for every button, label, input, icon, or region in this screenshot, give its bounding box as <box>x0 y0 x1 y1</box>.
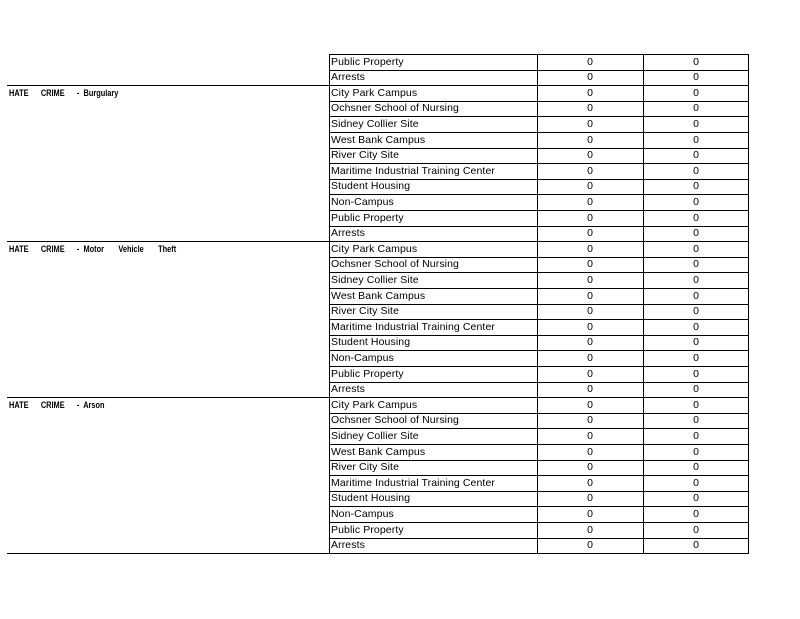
value-cell-col1: 0 <box>587 461 593 474</box>
value-cell-col2: 0 <box>693 476 699 489</box>
value-cell-col2: 0 <box>693 383 699 396</box>
value-cell-col2: 0 <box>693 149 699 162</box>
location-cell: City Park Campus <box>331 242 418 255</box>
location-cell: West Bank Campus <box>331 289 426 302</box>
location-cell: Arrests <box>331 539 365 552</box>
value-cell-col1: 0 <box>587 117 593 130</box>
location-cell: River City Site <box>331 305 400 318</box>
value-cell-col1: 0 <box>587 273 593 286</box>
value-cell-col2: 0 <box>693 117 699 130</box>
location-cell: Public Property <box>331 367 404 380</box>
value-cell-col2: 0 <box>693 164 699 177</box>
value-cell-col2: 0 <box>693 289 699 302</box>
value-cell-col2: 0 <box>693 461 699 474</box>
value-cell-col1: 0 <box>587 367 593 380</box>
value-cell-col2: 0 <box>693 273 699 286</box>
value-cell-col1: 0 <box>587 102 593 115</box>
value-cell-col2: 0 <box>693 336 699 349</box>
table-left-border <box>329 54 330 554</box>
value-cell-col2: 0 <box>693 414 699 427</box>
location-cell: Sidney Collier Site <box>331 273 419 286</box>
location-cell: Student Housing <box>331 492 411 505</box>
value-cell-col2: 0 <box>693 429 699 442</box>
location-cell: Student Housing <box>331 336 411 349</box>
value-cell-col1: 0 <box>587 211 593 224</box>
value-cell-col2: 0 <box>693 195 699 208</box>
category-label: HATE CRIME - Motor Vehicle Theft <box>9 244 177 255</box>
value-cell-col1: 0 <box>587 476 593 489</box>
value-cell-col1: 0 <box>587 414 593 427</box>
value-cell-col2: 0 <box>693 523 699 536</box>
location-cell: Ochsner School of Nursing <box>331 102 459 115</box>
value-cell-col1: 0 <box>587 258 593 271</box>
location-cell: Non-Campus <box>331 195 394 208</box>
category-label: HATE CRIME - Burgulary <box>9 88 119 99</box>
location-cell: City Park Campus <box>331 398 418 411</box>
value-cell-col1: 0 <box>587 149 593 162</box>
value-cell-col1: 0 <box>587 523 593 536</box>
value-cell-col1: 0 <box>587 71 593 84</box>
value-cell-col2: 0 <box>693 507 699 520</box>
value-cell-col2: 0 <box>693 71 699 84</box>
location-cell: River City Site <box>331 149 400 162</box>
value-cell-col1: 0 <box>587 55 593 68</box>
value-cell-col2: 0 <box>693 55 699 68</box>
value-cell-col1: 0 <box>587 86 593 99</box>
value-cell-col1: 0 <box>587 336 593 349</box>
value-cell-col1: 0 <box>587 195 593 208</box>
value-cell-col1: 0 <box>587 289 593 302</box>
value-cell-col1: 0 <box>587 539 593 552</box>
location-cell: Maritime Industrial Training Center <box>331 320 495 333</box>
location-cell: Student Housing <box>331 180 411 193</box>
value-cell-col2: 0 <box>693 367 699 380</box>
value-cell-col1: 0 <box>587 429 593 442</box>
location-cell: West Bank Campus <box>331 133 426 146</box>
value-cell-col1: 0 <box>587 305 593 318</box>
location-cell: Non-Campus <box>331 507 394 520</box>
location-cell: Maritime Industrial Training Center <box>331 476 495 489</box>
value-cell-col1: 0 <box>587 320 593 333</box>
location-cell: Public Property <box>331 211 404 224</box>
value-cell-col2: 0 <box>693 242 699 255</box>
location-cell: Arrests <box>331 71 365 84</box>
location-cell: Sidney Collier Site <box>331 117 419 130</box>
value-cell-col2: 0 <box>693 211 699 224</box>
value-cell-col2: 0 <box>693 258 699 271</box>
value-cell-col2: 0 <box>693 539 699 552</box>
value-cell-col1: 0 <box>587 164 593 177</box>
value-cell-col1: 0 <box>587 398 593 411</box>
value-cell-col2: 0 <box>693 492 699 505</box>
value-cell-col2: 0 <box>693 180 699 193</box>
value-cell-col1: 0 <box>587 492 593 505</box>
value-cell-col2: 0 <box>693 398 699 411</box>
value-cell-col2: 0 <box>693 351 699 364</box>
category-label: HATE CRIME - Arson <box>9 400 105 411</box>
location-cell: Ochsner School of Nursing <box>331 414 459 427</box>
location-cell: Maritime Industrial Training Center <box>331 164 495 177</box>
location-cell: River City Site <box>331 461 400 474</box>
value-cell-col1: 0 <box>587 180 593 193</box>
location-cell: Public Property <box>331 55 404 68</box>
value-cell-col1: 0 <box>587 507 593 520</box>
location-cell: Arrests <box>331 227 365 240</box>
section-divider <box>7 553 748 554</box>
value-cell-col1: 0 <box>587 227 593 240</box>
value-cell-col2: 0 <box>693 86 699 99</box>
value-cell-col2: 0 <box>693 133 699 146</box>
location-cell: Public Property <box>331 523 404 536</box>
value-cell-col1: 0 <box>587 351 593 364</box>
value-cell-col1: 0 <box>587 242 593 255</box>
value-cell-col2: 0 <box>693 445 699 458</box>
location-cell: Arrests <box>331 383 365 396</box>
value-cell-col2: 0 <box>693 305 699 318</box>
value-cell-col2: 0 <box>693 320 699 333</box>
value-cell-col1: 0 <box>587 445 593 458</box>
value-cell-col1: 0 <box>587 133 593 146</box>
location-cell: West Bank Campus <box>331 445 426 458</box>
location-cell: City Park Campus <box>331 86 418 99</box>
value-cell-col2: 0 <box>693 227 699 240</box>
location-cell: Ochsner School of Nursing <box>331 258 459 271</box>
location-cell: Sidney Collier Site <box>331 429 419 442</box>
value-cell-col1: 0 <box>587 383 593 396</box>
value-cell-col2: 0 <box>693 102 699 115</box>
location-cell: Non-Campus <box>331 351 394 364</box>
